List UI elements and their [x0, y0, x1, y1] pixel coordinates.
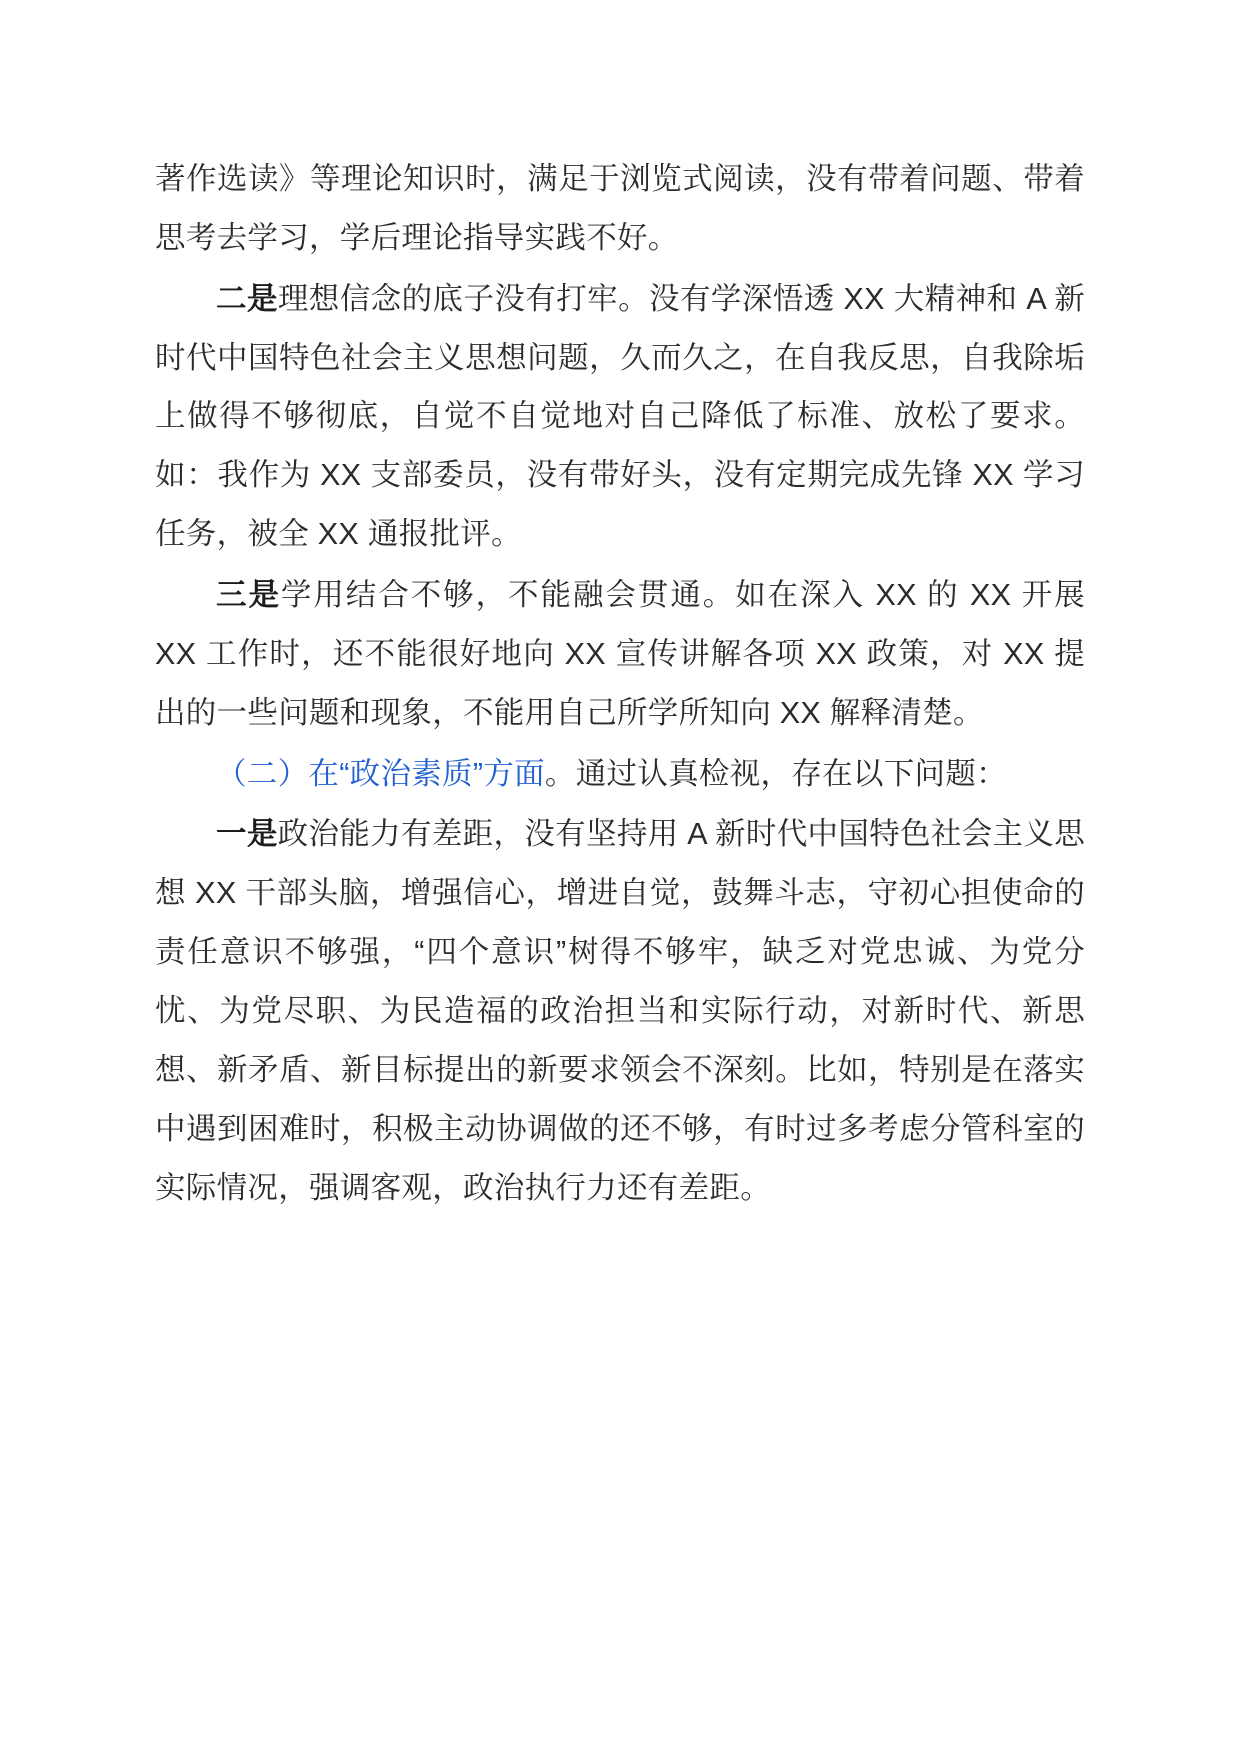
- paragraph-text: 著作选读》等理论知识时，满足于浏览式阅读，没有带着问题、带着思考去学习，学后理论指导实践不好。: [155, 162, 1085, 255]
- paragraph-lead-label: 二是: [216, 281, 278, 316]
- paragraph-p-continued-1: [155, 150, 1085, 268]
- paragraph-lead-label: 三是: [216, 578, 281, 613]
- paragraph-text: 理想信念的底子没有打牢。没有学深悟透 XX 大精神和 A 新时代中国特色社会主义思想问题，久而久之，在自我反思，自我除垢上做得不够彻底，自觉不自觉地对自己降低了标准、放松了要求。如：我作为 XX 支部委员，没有带好头，没有定期完成先锋 XX 学习任务，被全 XX 通报批评。: [155, 281, 1085, 552]
- paragraph-lead-label: 一是: [216, 817, 278, 852]
- section-heading-text: （二）在“政治素质”方面: [216, 756, 545, 791]
- paragraph-p-item-three: [155, 566, 1085, 743]
- paragraph-p-item-two: [155, 270, 1085, 564]
- paragraph-p-section-two-heading: [155, 745, 1085, 804]
- paragraph-text: 政治能力有差距，没有坚持用 A 新时代中国特色社会主义思想 XX 干部头脑，增强信心，增进自觉，鼓舞斗志，守初心担使命的责任意识不够强，“四个意识”树得不够牢，缺乏对党忠诚、为党分忧、为党尽职、为民造福的政治担当和实际行动，对新时代、新思想、新矛盾、新目标提出的新要求领会不深刻。比如，特别是在落实中遇到困难时，积极主动协调做的还不够，有时过多考虑分管科室的实际情况，强调客观，政治执行力还有差距。: [155, 817, 1085, 1205]
- paragraph-p-item-one-b: [155, 805, 1085, 1217]
- paragraph-text: 。通过认真检视，存在以下问题：: [544, 756, 1007, 791]
- paragraph-text: 学用结合不够，不能融会贯通。如在深入 XX 的 XX 开展 XX 工作时，还不能很好地向 XX 宣传讲解各项 XX 政策，对 XX 提出的一些问题和现象，不能用自己所学所知向 XX 解释清楚。: [155, 578, 1085, 730]
- document-body: [155, 150, 1085, 1217]
